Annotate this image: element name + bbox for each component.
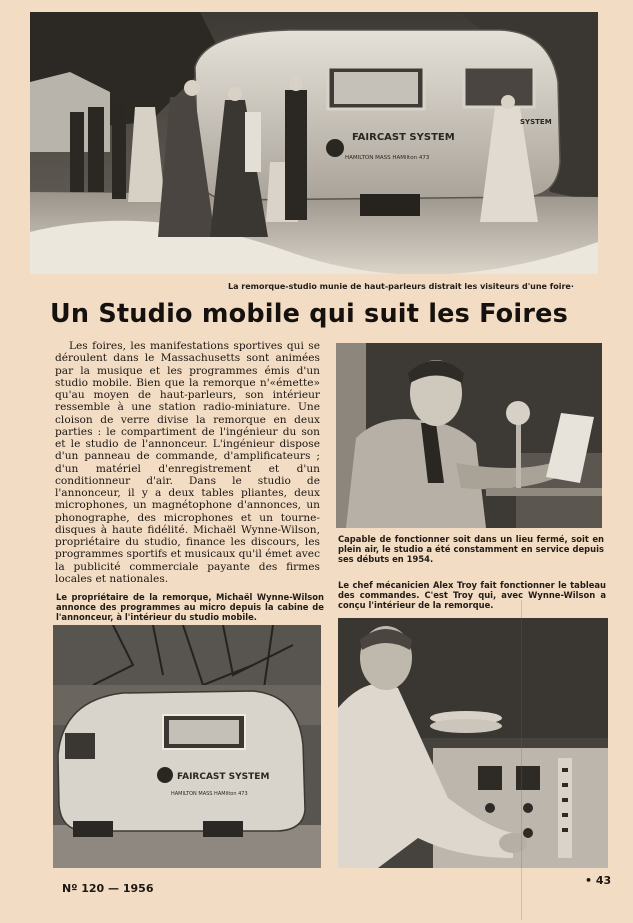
page-number: • 43: [585, 874, 612, 887]
photo-fair-trailer: [30, 12, 598, 274]
trailer-sign-subtext: HAMILTON MASS HAMilton 473: [171, 791, 248, 797]
issue-number: Nº 120 — 1956: [62, 882, 154, 895]
trailer-sign-subtext: HAMILTON MASS HAMilton 473: [345, 155, 430, 161]
trailer-sign-text: FAIRCAST SYSTEM: [177, 772, 270, 782]
article-title: Un Studio mobile qui suit les Foires: [50, 299, 568, 329]
page-fold-line: [521, 600, 522, 920]
photo-mechanic-control-panel: [338, 618, 608, 868]
trailer-sign-text: FAIRCAST SYSTEM: [352, 132, 455, 143]
photo-announcer: [336, 343, 602, 528]
caption-announcer-photo: Capable de fonctionner soit dans un lieu fermé, soit en plein air, le studio a été constamment en service depuis ses débuts en 1954.: [338, 534, 604, 564]
article-body: Les foires, les manifestations sportives qui se déroulent dans le Massachusetts sont animées par la musique et les programmes émis d'un studio mobile. Bien que la remorque n'«émette» qu'au moyen de haut-parleurs, son intérieur ressemble à une station radio-miniature. Une cloison de verre divise la remorque en deux parties : le compartiment de l'ingénieur du son et le studio de l'annonceur. L'ingénieur dispose d'un panneau de commande, d'amplificateurs ; d'un matériel d'enregistrement et d'un conditionneur d'air. Dans le studio de l'annonceur, il y a deux tables pliantes, deux microphones, un magnétophone d'annonces, un phonographe, des microphones et un tourne-disques à haute fidélité. Michaël Wynne-Wilson, propriétaire du studio, finance les discours, les programmes sportifs et musicaux qu'il émet avec la publicité commerciale payante des firmes locales et nationales.: [55, 340, 320, 585]
trailer-rear-sign-text: SYSTEM: [520, 118, 552, 126]
caption-top-photo: La remorque-studio munie de haut-parleurs distrait les visiteurs d'une foire·: [228, 282, 574, 291]
caption-mechanic: Le chef mécanicien Alex Troy fait fonctionner le tableau des commandes. C'est Troy qui, avec Wynne-Wilson a conçu l'intérieur de la remorque.: [338, 580, 606, 610]
photo-trailer-exterior: [53, 625, 321, 868]
caption-owner: Le propriétaire de la remorque, Michaël Wynne-Wilson annonce des programmes au micro depuis la cabine de l'annonceur, à l'intérieur du studio mobile.: [56, 592, 324, 622]
